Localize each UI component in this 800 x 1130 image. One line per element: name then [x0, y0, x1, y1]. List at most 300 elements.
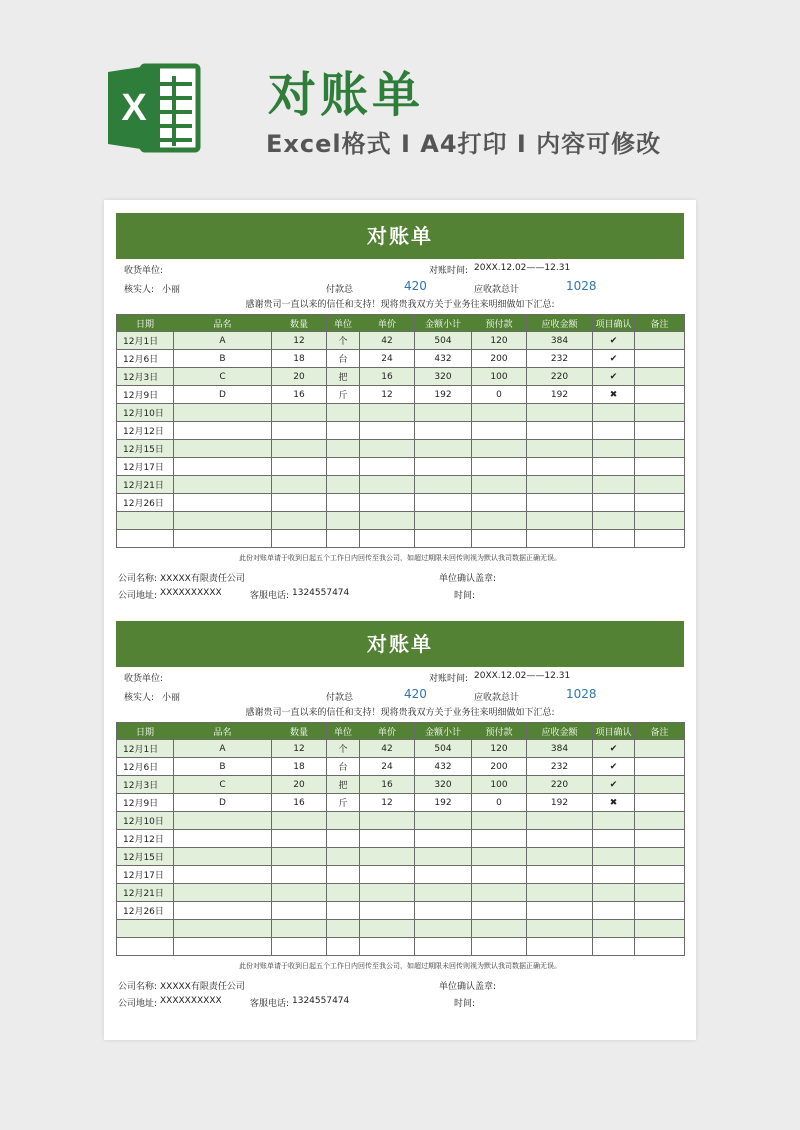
- table-cell: D: [174, 386, 272, 404]
- confirm-mark: [593, 938, 635, 956]
- column-header: 单位: [327, 723, 360, 740]
- table-cell: 16: [272, 386, 327, 404]
- period-label: 对账时间:: [429, 674, 469, 684]
- table-cell: [415, 404, 472, 422]
- time-label: 时间:: [454, 999, 476, 1009]
- confirm-mark: [593, 404, 635, 422]
- table-cell: [327, 440, 360, 458]
- column-header: 数量: [272, 315, 327, 332]
- time-label: 时间:: [454, 591, 476, 601]
- confirm-mark: ✔: [593, 350, 635, 368]
- table-cell: [472, 902, 527, 920]
- ledger-table: [116, 722, 685, 956]
- column-header: 日期: [117, 723, 174, 740]
- table-cell: 个: [327, 740, 360, 758]
- table-cell: [527, 812, 593, 830]
- confirm-label: 单位确认盖章:: [439, 574, 497, 584]
- table-cell: 12月1日: [117, 740, 174, 758]
- table-cell: 16: [360, 776, 415, 794]
- table-cell: [635, 776, 685, 794]
- address-value: XXXXXXXXXX: [160, 996, 222, 1006]
- table-cell: 把: [327, 776, 360, 794]
- table-cell: [272, 512, 327, 530]
- table-cell: [527, 476, 593, 494]
- confirm-mark: ✖: [593, 794, 635, 812]
- table-cell: [327, 494, 360, 512]
- paid-label: 付款总: [326, 285, 354, 295]
- table-cell: [635, 812, 685, 830]
- table-cell: [174, 848, 272, 866]
- table-cell: C: [174, 368, 272, 386]
- confirm-mark: [593, 494, 635, 512]
- table-cell: [472, 476, 527, 494]
- table-cell: [527, 422, 593, 440]
- table-cell: 504: [415, 332, 472, 350]
- table-cell: 192: [415, 386, 472, 404]
- footer-row-1: [116, 568, 684, 585]
- table-cell: 斤: [327, 794, 360, 812]
- table-cell: 12月26日: [117, 494, 174, 512]
- table-cell: 42: [360, 332, 415, 350]
- table-cell: [272, 458, 327, 476]
- table-cell: 18: [272, 758, 327, 776]
- table-cell: 12月3日: [117, 776, 174, 794]
- table-cell: [360, 512, 415, 530]
- table-cell: [360, 494, 415, 512]
- svg-text:X: X: [121, 87, 147, 129]
- table-cell: [527, 884, 593, 902]
- table-cell: 12月9日: [117, 794, 174, 812]
- due-value: 1028: [566, 279, 597, 293]
- table-row: [117, 404, 685, 422]
- document-page: [104, 200, 696, 1040]
- table-cell: 12月15日: [117, 848, 174, 866]
- table-cell: [272, 902, 327, 920]
- company-label: 公司名称:: [118, 982, 158, 992]
- table-cell: [635, 902, 685, 920]
- table-cell: [635, 440, 685, 458]
- greeting-text: 感谢贵司一直以来的信任和支持！现将贵我双方关于业务往来明细做如下汇总:: [245, 708, 555, 718]
- table-cell: [527, 458, 593, 476]
- confirm-mark: ✔: [593, 758, 635, 776]
- table-cell: [415, 494, 472, 512]
- table-cell: [635, 332, 685, 350]
- table-cell: 100: [472, 368, 527, 386]
- phone-value: 1324557474: [292, 996, 350, 1006]
- table-cell: 232: [527, 350, 593, 368]
- excel-icon: [104, 58, 204, 158]
- table-cell: [415, 830, 472, 848]
- table-cell: [327, 512, 360, 530]
- table-cell: [527, 440, 593, 458]
- table-cell: [174, 938, 272, 956]
- table-row: [117, 776, 685, 794]
- confirm-mark: ✔: [593, 776, 635, 794]
- table-cell: 12月21日: [117, 476, 174, 494]
- phone-label: 客服电话:: [250, 591, 290, 601]
- table-cell: [117, 512, 174, 530]
- column-header: 应收金额: [527, 315, 593, 332]
- column-header: 备注: [635, 315, 685, 332]
- confirm-mark: ✔: [593, 368, 635, 386]
- table-cell: C: [174, 776, 272, 794]
- table-cell: [472, 866, 527, 884]
- table-cell: [472, 530, 527, 548]
- table-cell: [272, 848, 327, 866]
- promo-header: [0, 0, 800, 190]
- table-cell: [360, 866, 415, 884]
- period-value: 20XX.12.02——12.31: [474, 263, 571, 273]
- table-cell: [174, 902, 272, 920]
- table-cell: [174, 830, 272, 848]
- table-row: [117, 368, 685, 386]
- table-cell: [415, 938, 472, 956]
- table-cell: [472, 422, 527, 440]
- confirm-mark: [593, 458, 635, 476]
- table-cell: 42: [360, 740, 415, 758]
- paid-value: 420: [404, 687, 427, 701]
- table-cell: [327, 458, 360, 476]
- table-row: [117, 848, 685, 866]
- column-header: 备注: [635, 723, 685, 740]
- table-cell: [635, 794, 685, 812]
- table-cell: 12月9日: [117, 386, 174, 404]
- table-cell: 斤: [327, 386, 360, 404]
- table-row: [117, 458, 685, 476]
- table-cell: [635, 494, 685, 512]
- table-cell: [360, 920, 415, 938]
- table-cell: [527, 848, 593, 866]
- promo-subtitle: Excel格式 I A4打印 I 内容可修改: [266, 130, 662, 158]
- table-cell: [635, 920, 685, 938]
- table-cell: 16: [360, 368, 415, 386]
- table-row: [117, 386, 685, 404]
- confirm-mark: ✖: [593, 386, 635, 404]
- table-cell: [272, 938, 327, 956]
- footer-row-2: [116, 993, 684, 1010]
- paid-label: 付款总: [326, 693, 354, 703]
- table-cell: 16: [272, 794, 327, 812]
- statement-sheet-2: [116, 621, 684, 1010]
- table-cell: [472, 404, 527, 422]
- table-cell: [472, 494, 527, 512]
- table-cell: 12月21日: [117, 884, 174, 902]
- table-cell: 200: [472, 758, 527, 776]
- table-cell: 12月6日: [117, 350, 174, 368]
- table-cell: 24: [360, 350, 415, 368]
- table-cell: [635, 830, 685, 848]
- column-header: 金额小计: [415, 723, 472, 740]
- column-header: 品名: [174, 723, 272, 740]
- table-cell: 12月12日: [117, 830, 174, 848]
- table-cell: 20: [272, 776, 327, 794]
- table-cell: [174, 920, 272, 938]
- info-row-1: [116, 667, 684, 686]
- table-cell: A: [174, 332, 272, 350]
- table-cell: [117, 938, 174, 956]
- table-cell: [272, 884, 327, 902]
- table-cell: [327, 422, 360, 440]
- table-cell: [527, 902, 593, 920]
- table-cell: [174, 512, 272, 530]
- table-cell: 12月10日: [117, 812, 174, 830]
- table-header-row: [117, 723, 685, 740]
- table-cell: [117, 530, 174, 548]
- table-cell: 0: [472, 794, 527, 812]
- table-cell: [527, 494, 593, 512]
- due-label: 应收款总计: [474, 285, 520, 295]
- due-value: 1028: [566, 687, 597, 701]
- ledger-table: [116, 314, 685, 548]
- table-cell: 12月17日: [117, 458, 174, 476]
- table-cell: [174, 404, 272, 422]
- table-cell: [635, 866, 685, 884]
- column-header: 单价: [360, 315, 415, 332]
- info-row-2: [116, 686, 684, 705]
- table-cell: [360, 422, 415, 440]
- table-cell: 12月12日: [117, 422, 174, 440]
- checker-value: 小丽: [162, 693, 181, 703]
- table-cell: 24: [360, 758, 415, 776]
- table-cell: [527, 866, 593, 884]
- table-row: [117, 422, 685, 440]
- column-header: 日期: [117, 315, 174, 332]
- table-cell: [635, 350, 685, 368]
- table-cell: [635, 740, 685, 758]
- table-cell: 12: [360, 794, 415, 812]
- confirm-mark: [593, 476, 635, 494]
- column-header: 项目确认: [593, 723, 635, 740]
- table-cell: [272, 476, 327, 494]
- promo-title: 对账单: [268, 67, 425, 123]
- company-value: XXXXX有限责任公司: [160, 574, 245, 584]
- table-cell: 12: [272, 332, 327, 350]
- table-cell: 220: [527, 368, 593, 386]
- table-cell: [327, 404, 360, 422]
- confirm-mark: [593, 812, 635, 830]
- period-value: 20XX.12.02——12.31: [474, 671, 571, 681]
- table-cell: [174, 458, 272, 476]
- phone-value: 1324557474: [292, 588, 350, 598]
- table-row: [117, 476, 685, 494]
- table-cell: [360, 476, 415, 494]
- column-header: 金额小计: [415, 315, 472, 332]
- table-cell: [360, 530, 415, 548]
- table-cell: [360, 938, 415, 956]
- table-cell: [635, 458, 685, 476]
- table-cell: [527, 938, 593, 956]
- table-cell: [415, 440, 472, 458]
- confirm-mark: [593, 440, 635, 458]
- table-cell: [327, 938, 360, 956]
- table-cell: [174, 494, 272, 512]
- table-cell: [272, 494, 327, 512]
- table-cell: [174, 440, 272, 458]
- table-cell: B: [174, 758, 272, 776]
- company-value: XXXXX有限责任公司: [160, 982, 245, 992]
- table-cell: [117, 920, 174, 938]
- table-row: [117, 812, 685, 830]
- table-cell: [327, 830, 360, 848]
- table-cell: 12月10日: [117, 404, 174, 422]
- paid-value: 420: [404, 279, 427, 293]
- table-row: [117, 920, 685, 938]
- table-cell: [360, 440, 415, 458]
- table-cell: [415, 812, 472, 830]
- table-row: [117, 938, 685, 956]
- checker-label: 核实人:: [124, 693, 155, 703]
- table-cell: [360, 404, 415, 422]
- table-cell: [472, 920, 527, 938]
- table-cell: [472, 458, 527, 476]
- table-cell: 个: [327, 332, 360, 350]
- column-header: 单价: [360, 723, 415, 740]
- confirm-mark: [593, 422, 635, 440]
- table-cell: 台: [327, 350, 360, 368]
- table-cell: [327, 812, 360, 830]
- table-cell: [527, 512, 593, 530]
- confirm-mark: [593, 530, 635, 548]
- confirm-mark: [593, 884, 635, 902]
- address-value: XXXXXXXXXX: [160, 588, 222, 598]
- table-cell: [174, 812, 272, 830]
- table-cell: 18: [272, 350, 327, 368]
- column-header: 预付款: [472, 315, 527, 332]
- table-cell: B: [174, 350, 272, 368]
- table-cell: 320: [415, 776, 472, 794]
- table-cell: [360, 884, 415, 902]
- table-row: [117, 350, 685, 368]
- table-cell: [272, 440, 327, 458]
- table-cell: [360, 812, 415, 830]
- table-cell: [327, 476, 360, 494]
- column-header: 预付款: [472, 723, 527, 740]
- table-cell: 100: [472, 776, 527, 794]
- table-cell: 432: [415, 350, 472, 368]
- table-cell: [635, 476, 685, 494]
- table-cell: 432: [415, 758, 472, 776]
- table-cell: [472, 884, 527, 902]
- table-cell: [272, 812, 327, 830]
- table-cell: [272, 530, 327, 548]
- table-cell: [327, 884, 360, 902]
- confirm-mark: [593, 512, 635, 530]
- column-header: 数量: [272, 723, 327, 740]
- checker-value: 小丽: [162, 285, 181, 295]
- return-note: 此份对账单请于收到日起五个工作日内回传至我公司，如超过期限未回传则视为默认我司数据正确无误。: [239, 554, 561, 562]
- table-cell: [472, 440, 527, 458]
- table-cell: [527, 830, 593, 848]
- checker-label: 核实人:: [124, 285, 155, 295]
- table-cell: [635, 530, 685, 548]
- table-cell: 把: [327, 368, 360, 386]
- table-cell: [472, 938, 527, 956]
- table-cell: [415, 884, 472, 902]
- table-cell: [174, 476, 272, 494]
- greeting-text: 感谢贵司一直以来的信任和支持！现将贵我双方关于业务往来明细做如下汇总:: [245, 300, 555, 310]
- column-header: 项目确认: [593, 315, 635, 332]
- table-row: [117, 530, 685, 548]
- table-cell: A: [174, 740, 272, 758]
- table-cell: [635, 386, 685, 404]
- table-cell: 192: [527, 386, 593, 404]
- table-cell: [635, 512, 685, 530]
- table-cell: [527, 530, 593, 548]
- info-row-2: [116, 278, 684, 297]
- receiver-label: 收货单位:: [124, 266, 164, 276]
- table-cell: [635, 758, 685, 776]
- table-cell: [272, 404, 327, 422]
- table-cell: [415, 920, 472, 938]
- table-row: [117, 830, 685, 848]
- table-cell: [635, 938, 685, 956]
- table-cell: 台: [327, 758, 360, 776]
- table-cell: 12月3日: [117, 368, 174, 386]
- table-cell: 504: [415, 740, 472, 758]
- table-cell: [415, 848, 472, 866]
- table-cell: D: [174, 794, 272, 812]
- table-cell: [360, 458, 415, 476]
- statement-title: 对账单: [116, 621, 684, 667]
- table-cell: 200: [472, 350, 527, 368]
- table-cell: 120: [472, 332, 527, 350]
- table-cell: [472, 512, 527, 530]
- table-cell: [327, 848, 360, 866]
- table-row: [117, 740, 685, 758]
- table-cell: [174, 422, 272, 440]
- table-cell: [527, 404, 593, 422]
- table-cell: [415, 866, 472, 884]
- table-cell: [415, 476, 472, 494]
- return-note: 此份对账单请于收到日起五个工作日内回传至我公司，如超过期限未回传则视为默认我司数据正确无误。: [239, 962, 561, 970]
- column-header: 应收金额: [527, 723, 593, 740]
- statement-title: 对账单: [116, 213, 684, 259]
- table-row: [117, 902, 685, 920]
- company-label: 公司名称:: [118, 574, 158, 584]
- table-cell: 384: [527, 740, 593, 758]
- table-cell: [415, 530, 472, 548]
- statement-sheet-1: [116, 213, 684, 602]
- table-cell: [415, 458, 472, 476]
- table-cell: [415, 422, 472, 440]
- confirm-label: 单位确认盖章:: [439, 982, 497, 992]
- table-cell: [272, 866, 327, 884]
- table-cell: [635, 368, 685, 386]
- table-cell: [272, 422, 327, 440]
- footer-row-1: [116, 976, 684, 993]
- table-cell: 320: [415, 368, 472, 386]
- info-row-1: [116, 259, 684, 278]
- table-cell: 12月1日: [117, 332, 174, 350]
- due-label: 应收款总计: [474, 693, 520, 703]
- table-cell: 232: [527, 758, 593, 776]
- confirm-mark: [593, 902, 635, 920]
- table-cell: 12: [360, 386, 415, 404]
- footer-row-2: [116, 585, 684, 602]
- confirm-mark: [593, 848, 635, 866]
- table-cell: 12月6日: [117, 758, 174, 776]
- receiver-label: 收货单位:: [124, 674, 164, 684]
- table-cell: [272, 830, 327, 848]
- table-cell: [635, 848, 685, 866]
- table-row: [117, 794, 685, 812]
- table-cell: 220: [527, 776, 593, 794]
- table-cell: 192: [415, 794, 472, 812]
- table-cell: 120: [472, 740, 527, 758]
- table-cell: [174, 884, 272, 902]
- table-row: [117, 332, 685, 350]
- table-cell: [327, 866, 360, 884]
